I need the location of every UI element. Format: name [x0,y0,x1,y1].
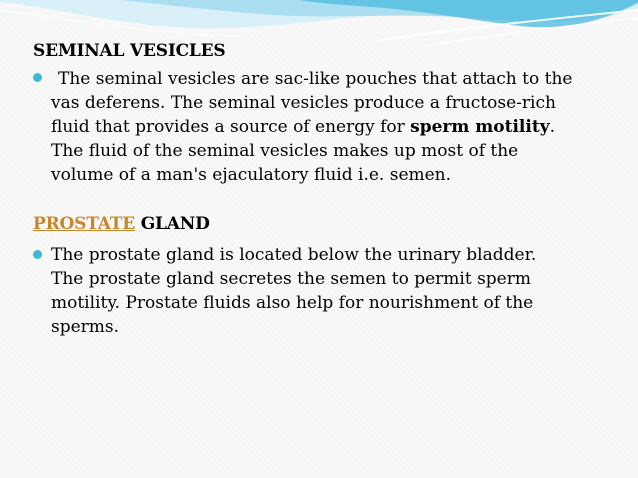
heading-text: GLAND [135,214,210,234]
text-line: sperms. [51,317,120,337]
text-line: volume of a man's ejaculatory fluid i.e. semen. [51,165,452,185]
section-heading-seminal-vesicles [33,41,226,61]
text-run: . [549,117,555,137]
section-heading-prostate-gland [33,214,210,234]
emphasis-text: sperm motility [410,117,550,137]
text-line: vas deferens. The seminal vesicles produce a fructose-rich [51,93,556,113]
bullet-icon [33,250,42,259]
heading-text: SEMINAL VESICLES [33,41,226,61]
text-line [51,115,555,139]
text-line: The seminal vesicles are sac-like pouches that attach to the [58,69,573,89]
prostate-link[interactable]: PROSTATE [33,214,135,234]
text-line: motility. Prostate fluids also help for nourishment of the [51,293,534,313]
text-line: The prostate gland is located below the urinary bladder. [51,245,537,265]
bullet-icon [33,73,42,82]
text-line: The fluid of the seminal vesicles makes up most of the [51,141,519,161]
text-run: fluid that provides a source of energy for [51,117,411,137]
text-line: The prostate gland secretes the semen to permit sperm [51,269,531,289]
